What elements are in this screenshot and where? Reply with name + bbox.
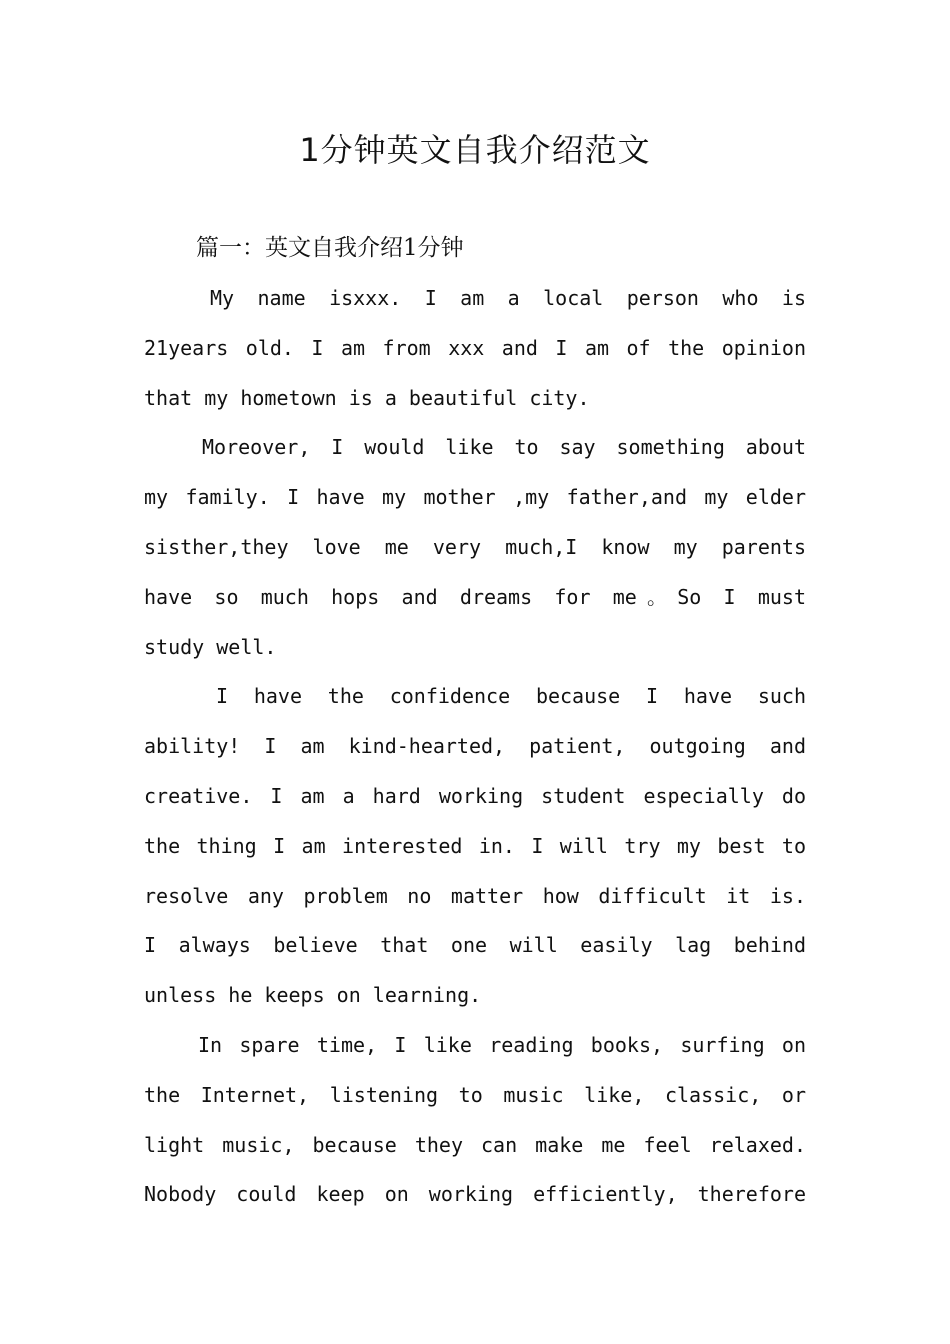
- section-heading: 篇一：英文自我介绍1分钟: [196, 235, 464, 261]
- paragraph-line: that my hometown is a beautiful city.: [144, 385, 590, 410]
- paragraph-line: creative. I am a hard working student especially do: [144, 783, 806, 808]
- paragraph-line: sisther,they love me very much,I know my parents: [144, 534, 806, 559]
- paragraph-line: my family. I have my mother ,my father,and my elder: [144, 485, 806, 510]
- paragraph-line: My name isxxx. I am a local person who is: [210, 286, 806, 310]
- paragraph-line: have so much hops and dreams for me。So I must: [144, 584, 806, 609]
- paragraph-line: Nobody could keep on working efficiently, therefore: [144, 1182, 806, 1207]
- paragraph-line: In spare time, I like reading books, surfing on: [198, 1032, 806, 1057]
- paragraph-line: light music, because they can make me feel relaxed.: [144, 1132, 806, 1157]
- paragraph-line: I have the confidence because I have such: [216, 684, 806, 709]
- paragraph-line: study well.: [144, 634, 277, 659]
- paragraph-line: unless he keeps on learning.: [144, 983, 482, 1008]
- document-title: 1分钟英文自我介绍范文: [299, 131, 651, 169]
- paragraph-line: ability! I am kind-hearted, patient, outgoing and: [144, 734, 806, 759]
- body-text: [144, 274, 806, 1220]
- paragraph-line: I always believe that one will easily lag behind: [144, 933, 806, 958]
- paragraph-line: the Internet, listening to music like, classic, or: [144, 1082, 806, 1107]
- paragraph-line: 21years old. I am from xxx and I am of the opinion: [144, 335, 806, 360]
- paragraph-line: Moreover, I would like to say something about: [202, 435, 806, 460]
- paragraph-line: resolve any problem no matter how difficult it is.: [144, 883, 806, 908]
- paragraph-line: the thing I am interested in. I will try my best to: [144, 833, 806, 858]
